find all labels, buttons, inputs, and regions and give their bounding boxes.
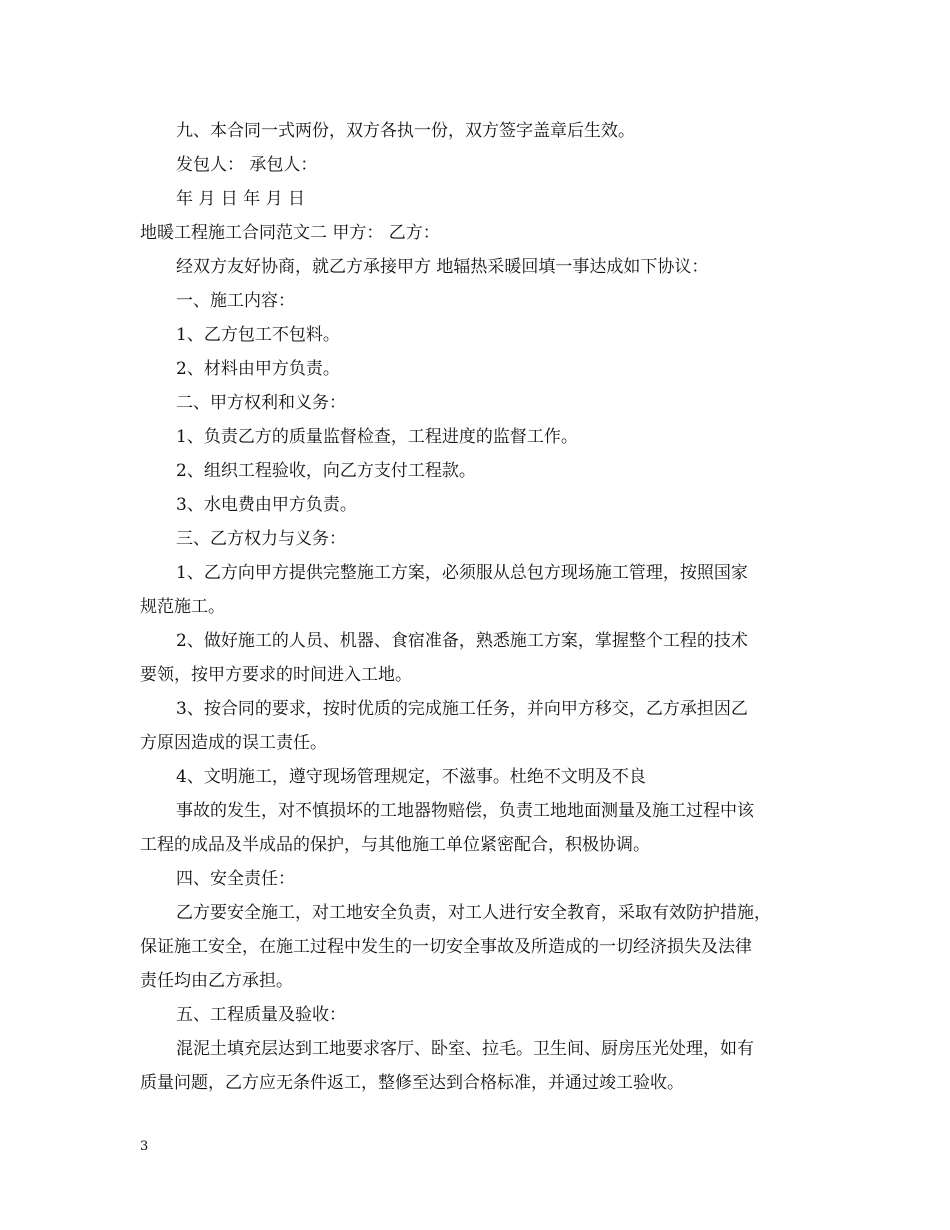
paragraph-line: 责任均由乙方承担。 [140, 971, 293, 991]
contract-two-heading: 地暖工程施工合同范文二 甲方： 乙方： [140, 223, 440, 243]
page-number: 3 [140, 1139, 149, 1154]
paragraph-line: 2、做好施工的人员、机器、食宿准备，熟悉施工方案，掌握整个工程的技术 [176, 631, 748, 651]
list-item: 2、材料由甲方负责。 [176, 359, 340, 379]
section-heading-4: 四、安全责任： [176, 869, 295, 889]
signatories-line: 发包人： 承包人： [176, 155, 318, 175]
date-line: 年 月 日 年 月 日 [176, 189, 306, 209]
paragraph-line: 3、按合同的要求，按时优质的完成施工任务，并向甲方移交，乙方承担因乙 [176, 699, 748, 719]
paragraph-line: 保证施工安全，在施工过程中发生的一切安全事故及所造成的一切经济损失及法律 [140, 937, 752, 957]
paragraph-line: 事故的发生，对不慎损坏的工地器物赔偿，负责工地地面测量及施工过程中该 [176, 801, 754, 821]
paragraph-line: 乙方要安全施工，对工地安全负责，对工人进行安全教育，采取有效防护措施， [176, 903, 771, 923]
list-item: 3、水电费由甲方负责。 [176, 495, 357, 515]
list-item: 1、乙方包工不包料。 [176, 325, 340, 345]
paragraph-line: 4、文明施工，遵守现场管理规定，不滋事。杜绝不文明及不良 [176, 767, 646, 787]
paragraph-line: 工程的成品及半成品的保护，与其他施工单位紧密配合，积极协调。 [140, 835, 650, 855]
clause-9: 九、本合同一式两份，双方各执一份，双方签字盖章后生效。 [176, 121, 635, 141]
paragraph-line: 规范施工。 [140, 597, 225, 617]
section-heading-3: 三、乙方权力与义务： [176, 529, 346, 549]
paragraph-line: 方原因造成的误工责任。 [140, 733, 327, 753]
list-item: 2、组织工程验收，向乙方支付工程款。 [176, 461, 476, 481]
paragraph-line: 混泥土填充层达到工地要求客厅、卧室、拉毛。卫生间、厨房压光处理，如有 [176, 1039, 754, 1059]
paragraph-line: 要领，按甲方要求的时间进入工地。 [140, 665, 412, 685]
section-heading-1: 一、施工内容： [176, 291, 295, 311]
paragraph-line: 质量问题，乙方应无条件返工，整修至达到合格标准，并通过竣工验收。 [140, 1073, 684, 1093]
paragraph-line: 1、乙方向甲方提供完整施工方案，必须服从总包方现场施工管理，按照国家 [176, 563, 748, 583]
section-heading-5: 五、工程质量及验收： [176, 1005, 346, 1025]
section-heading-2: 二、甲方权利和义务： [176, 393, 346, 413]
intro-paragraph: 经双方友好协商，就乙方承接甲方 地辐热采暖回填一事达成如下协议： [176, 257, 709, 277]
list-item: 1、负责乙方的质量监督检查，工程进度的监督工作。 [176, 427, 578, 447]
